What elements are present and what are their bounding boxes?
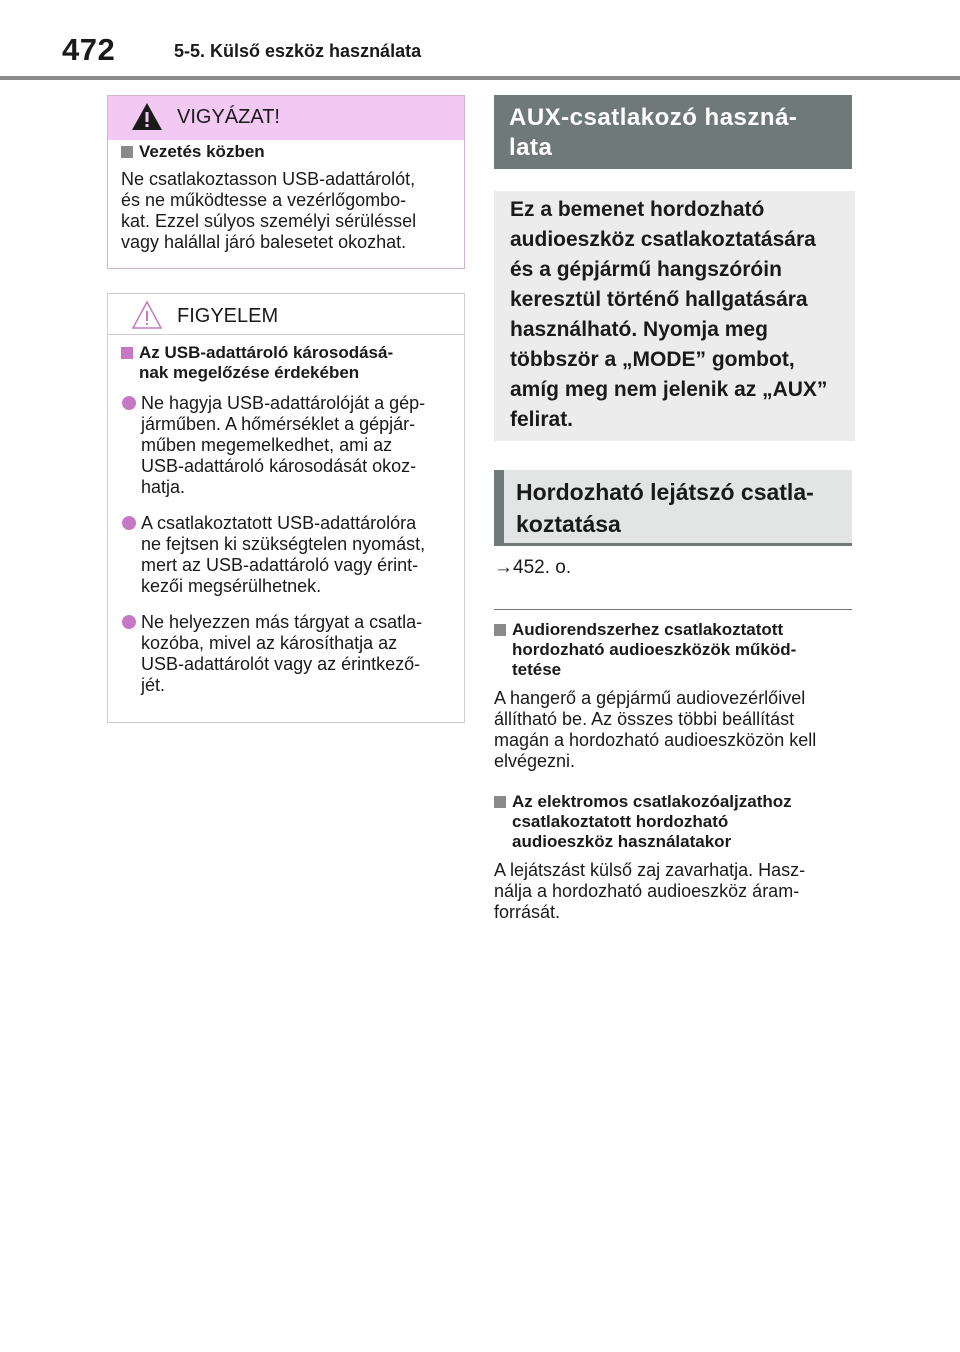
body-line: nálja a hordozható audioeszköz áram- <box>494 881 800 901</box>
square-bullet-icon <box>494 624 506 636</box>
body-line: állítható be. Az összes többi beállítást <box>494 709 795 729</box>
subsection-body <box>494 688 852 772</box>
caution-subhead-line: nak megelőzése érdekében <box>139 363 360 382</box>
portable-subsection <box>494 620 852 772</box>
caution-subhead <box>121 343 450 383</box>
square-bullet-icon <box>494 796 506 808</box>
subsection-heading-line: Az elektromos csatlakozóaljzathoz <box>512 792 792 811</box>
round-bullet-icon <box>122 615 136 629</box>
aux-section-title <box>494 95 852 169</box>
aux-line: használható. Nyomja meg <box>510 318 768 341</box>
bullet-line: USB-adattárolót vagy az érintkező- <box>141 654 421 674</box>
bullet-line: ne fejtsen ki szükségtelen nyomást, <box>141 534 426 554</box>
body-line: forrását. <box>494 902 561 922</box>
subsection-heading <box>494 792 852 852</box>
warning-line: kat. Ezzel súlyos személyi sérüléssel <box>121 211 417 231</box>
bullet-line: műben megemelkedhet, ami az <box>141 435 393 455</box>
caution-bullet <box>121 513 450 597</box>
body-line: elvégezni. <box>494 751 576 771</box>
body-line: A lejátszást külső zaj zavarhatja. Hasz- <box>494 860 806 880</box>
subsection-heading-line: tetése <box>512 660 562 679</box>
section-divider <box>494 609 852 610</box>
square-bullet-icon <box>121 146 133 158</box>
aux-description <box>494 191 855 441</box>
aux-line: Ez a bemenet hordozható <box>510 198 765 221</box>
bullet-line: járműben. A hőmérséklet a gépjár- <box>141 414 416 434</box>
aux-line: keresztül történő hallgatására <box>510 288 808 311</box>
portable-title-line: Hordozható lejátszó csatla- <box>516 479 814 505</box>
round-bullet-icon <box>122 396 136 410</box>
warning-header <box>108 96 464 140</box>
aux-line: audioeszköz csatlakoztatására <box>510 228 816 251</box>
caution-title: FIGYELEM <box>177 305 279 327</box>
aux-line: többször a „MODE” gombot, <box>510 348 795 371</box>
aux-line: felirat. <box>510 408 574 431</box>
aux-line: és a gépjármű hangszóróin <box>510 258 782 281</box>
caution-bullet <box>121 612 450 696</box>
aux-title-line: lata <box>509 134 553 161</box>
bullet-line: kozóba, mivel az károsíthatja az <box>141 633 398 653</box>
subsection-body <box>494 860 852 923</box>
caution-bullet <box>121 393 450 498</box>
page-number: 472 <box>62 32 116 67</box>
round-bullet-icon <box>122 516 136 530</box>
aux-line: amíg meg nem jelenik az „AUX” <box>510 378 828 401</box>
bullet-line: Ne hagyja USB-adattárolóját a gép- <box>141 393 426 413</box>
bullet-line: kezői megsérülhetnek. <box>141 576 322 596</box>
header-divider <box>0 76 960 80</box>
warning-line: vagy halállal járó balesetet okozhat. <box>121 232 407 252</box>
warning-line: Ne csatlakoztasson USB-adattárolót, <box>121 169 416 189</box>
bullet-line: jét. <box>141 675 166 695</box>
bullet-line: Ne helyezzen más tárgyat a csatla- <box>141 612 423 632</box>
caution-header <box>108 294 464 335</box>
warning-title: VIGYÁZAT! <box>177 106 280 128</box>
subsection-heading-line: audioeszköz használatakor <box>512 832 732 851</box>
bullet-line: USB-adattároló károsodását okoz- <box>141 456 417 476</box>
warning-text <box>121 169 450 253</box>
subsection-heading-line: Audiorendszerhez csatlakoztatott <box>512 620 784 639</box>
warning-triangle-icon <box>130 101 164 133</box>
bullet-line: A csatlakoztatott USB-adattárolóra <box>141 513 417 533</box>
page-reference-link[interactable]: →452. o. <box>494 557 572 578</box>
portable-subsection <box>494 792 852 923</box>
square-bullet-icon <box>121 347 133 359</box>
caution-triangle-icon <box>130 299 164 331</box>
warning-subhead-text: Vezetés közben <box>139 142 265 161</box>
subsection-heading-line: hordozható audioeszközök működ- <box>512 640 797 659</box>
warning-subhead <box>121 142 450 162</box>
portable-title-line: koztatása <box>516 511 621 537</box>
body-line: magán a hordozható audioeszközön kell <box>494 730 817 750</box>
warning-line: és ne működtesse a vezérlőgombo- <box>121 190 407 210</box>
subsection-heading <box>494 620 852 680</box>
portable-section-title <box>494 470 852 546</box>
subsection-heading-line: csatlakoztatott hordozható <box>512 812 729 831</box>
warning-box <box>107 95 465 269</box>
bullet-line: mert az USB-adattároló vagy érint- <box>141 555 419 575</box>
body-line: A hangerő a gépjármű audiovezérlőivel <box>494 688 806 708</box>
caution-box <box>107 293 465 723</box>
bullet-line: hatja. <box>141 477 186 497</box>
section-title: 5-5. Külső eszköz használata <box>174 41 422 61</box>
aux-title-line: AUX-csatlakozó haszná- <box>509 104 798 131</box>
caution-subhead-line: Az USB-adattároló károsodásá- <box>139 343 394 362</box>
